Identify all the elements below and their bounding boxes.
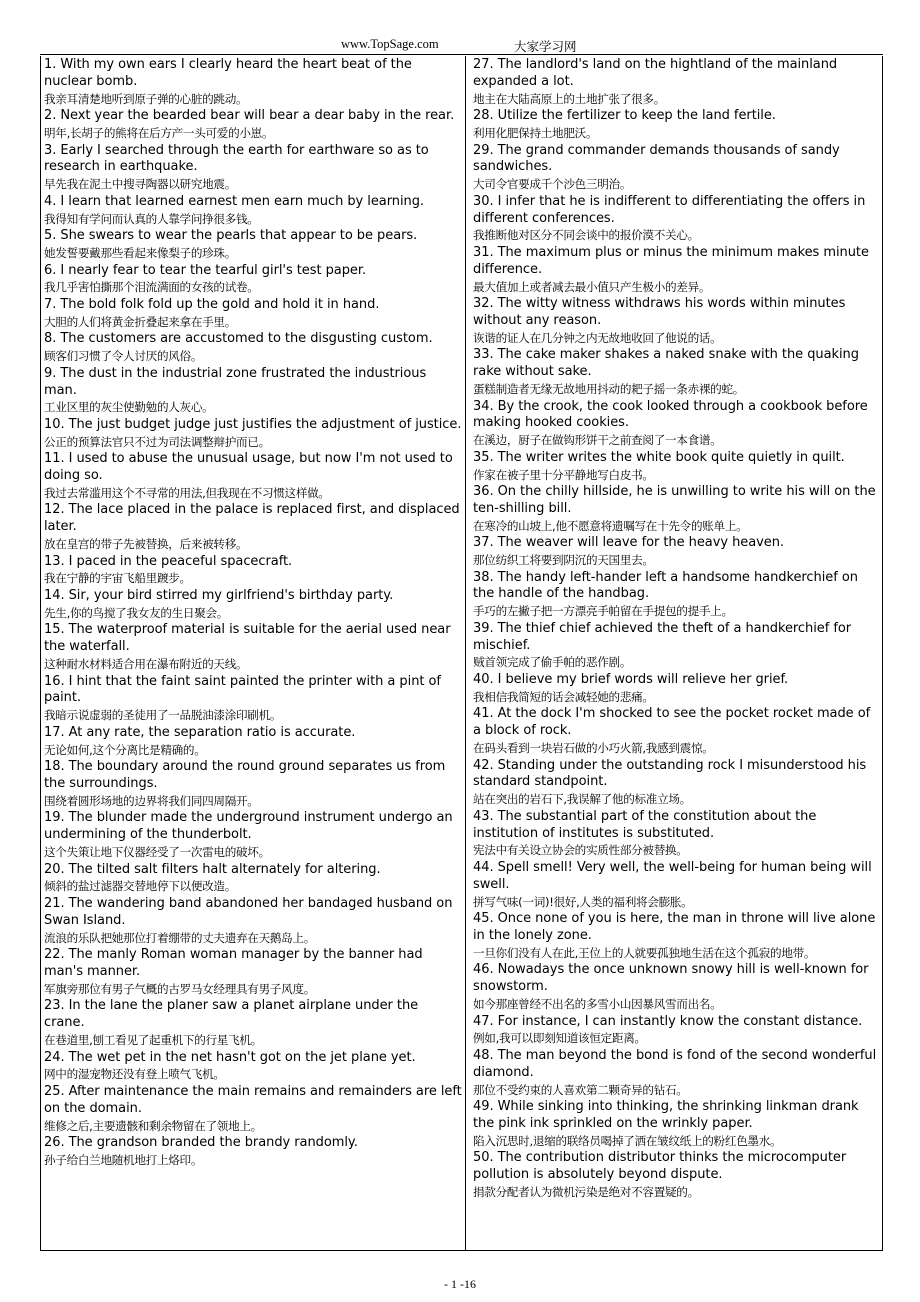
sentence-entry (44, 108, 462, 142)
chinese-translation: 我过去常滥用这个不寻常的用法,但我现在不习惯这样做。 (44, 485, 330, 500)
sentence-entry (44, 759, 462, 810)
chinese-translation: 先生,你的鸟搅了我女友的生日聚会。 (44, 605, 229, 620)
chinese-translation: 大胆的人们将黄金折叠起来拿在手里。 (44, 314, 236, 329)
left-column (44, 57, 462, 1170)
chinese-translation: 作家在被子里十分平静地写白皮书。 (473, 467, 654, 482)
chinese-translation: 我几乎害怕撕那个泪流满面的女孩的试卷。 (44, 280, 259, 295)
chinese-translation: 贼首领完成了偷手帕的恶作剧。 (473, 655, 632, 670)
sentence-entry (44, 417, 462, 451)
sentence-entry (44, 1135, 462, 1169)
english-sentence: 46. Nowadays the once unknown snowy hill is well-known for snowstorm. (473, 962, 869, 995)
english-sentence: 50. The contribution distributor thinks the microcomputer pollution is absolutely beyond dispute. (473, 1150, 847, 1183)
sentence-entry (473, 706, 879, 757)
english-sentence: 9. The dust in the industrial zone frustrated the industrious man. (44, 365, 427, 398)
chinese-translation: 这个失策让地下仪器经受了一次雷电的破坏。 (44, 845, 270, 859)
sentence-entry (44, 674, 462, 725)
sentence-entry (473, 809, 879, 860)
chinese-translation: 我相信我简短的话会减轻她的悲痛。 (473, 689, 654, 704)
sentence-entry (473, 143, 879, 194)
sentence-entry (44, 947, 462, 998)
chinese-translation: 我在宁静的宇宙飞船里踱步。 (44, 571, 191, 586)
english-sentence: 6. I nearly fear to tear the tearful girl's test paper. (44, 262, 367, 278)
english-sentence: 44. Spell smell! Very well, the well-being for human being will swell. (473, 860, 872, 892)
sentence-entry (44, 451, 462, 502)
chinese-translation: 蛋糕制造者无缘无故地用抖动的耙子摇一条赤裸的蛇。 (473, 381, 745, 396)
site-url: www.TopSage.com (341, 37, 439, 51)
sentence-entry (44, 228, 462, 262)
chinese-translation: 在巷道里,刨工看见了起重机下的行星飞机。 (44, 1032, 262, 1047)
english-sentence: 23. In the lane the planer saw a planet airplane under the crane. (44, 998, 419, 1031)
sentence-entry (473, 399, 879, 450)
sentence-entry (473, 672, 879, 706)
sentence-entry (44, 143, 462, 194)
chinese-translation: 工业区里的灰尘使勤勉的人灰心。 (44, 400, 214, 415)
sentence-entry (473, 570, 879, 621)
chinese-translation: 明年,长胡子的熊将在后方产一头可爱的小崽。 (44, 125, 274, 140)
english-sentence: 17. At any rate, the separation ratio is accurate. (44, 724, 356, 740)
english-sentence: 15. The waterproof material is suitable for the aerial used near the waterfall. (44, 622, 451, 655)
chinese-translation: 在寒冷的山坡上,他不愿意将遗嘱写在十先令的账单上。 (473, 518, 748, 533)
sentence-entry (44, 896, 462, 947)
english-sentence: 2. Next year the bearded bear will bear a dear baby in the rear. (44, 108, 455, 124)
chinese-translation: 那位纺织工将要到阴沉的天国里去。 (473, 553, 654, 568)
sentence-entry (473, 911, 879, 962)
page-header (0, 37, 920, 53)
sentence-entry (44, 998, 462, 1049)
sentence-entry (44, 366, 462, 417)
chinese-translation: 我亲耳清楚地听到原子弹的心脏的跳动。 (44, 91, 248, 106)
chinese-translation: 这种耐水材料适合用在瀑布附近的天线。 (44, 657, 248, 672)
sentence-entry (473, 1048, 879, 1099)
sentence-entry (44, 1084, 462, 1135)
english-sentence: 8. The customers are accustomed to the disgusting custom. (44, 331, 433, 347)
english-sentence: 19. The blunder made the underground instrument undergo an undermining of the thunderbolt. (44, 810, 453, 843)
sentence-entry (473, 758, 879, 809)
chinese-translation: 她发誓要戴那些看起来像梨子的珍珠。 (44, 245, 236, 260)
sentence-entry (473, 621, 879, 672)
chinese-translation: 军旗旁那位有男子气概的古罗马女经理具有男子风度。 (44, 981, 316, 996)
english-sentence: 5. She swears to wear the pearls that appear to be pears. (44, 228, 418, 244)
english-sentence: 47. For instance, I can instantly know the constant distance. (473, 1013, 863, 1029)
english-sentence: 39. The thief chief achieved the theft of a handkerchief for mischief. (473, 620, 852, 653)
english-sentence: 16. I hint that the faint saint painted the printer with a pint of paint. (44, 673, 441, 706)
chinese-translation: 公正的预算法官只不过为司法调整辩护而已。 (44, 434, 270, 449)
chinese-translation: 地主在大陆高原上的土地扩张了很多。 (473, 91, 665, 106)
english-sentence: 29. The grand commander demands thousands of sandy sandwiches. (473, 142, 840, 175)
english-sentence: 28. Utilize the fertilizer to keep the land fertile. (473, 108, 776, 124)
english-sentence: 31. The maximum plus or minus the minimum makes minute difference. (473, 244, 869, 277)
chinese-translation: 一旦你们没有人在此,王位上的人就要孤独地生活在这个孤寂的地带。 (473, 945, 816, 960)
english-sentence: 18. The boundary around the round ground separates us from the surroundings. (44, 759, 446, 792)
chinese-translation: 宪法中有关设立协会的实质性部分被替换。 (473, 843, 688, 858)
chinese-translation: 无论如何,这个分离比是精确的。 (44, 742, 206, 757)
chinese-translation: 最大值加上或者减去最小值只产生极小的差异。 (473, 279, 711, 294)
english-sentence: 3. Early I searched through the earth for earthware so as to research in earthquake. (44, 142, 429, 175)
right-column (473, 57, 879, 1202)
chinese-translation: 站在突出的岩石下,我误解了他的标准立场。 (473, 792, 691, 807)
sentence-entry (44, 810, 462, 861)
sentence-entry (44, 194, 462, 228)
sentence-entry (473, 57, 879, 108)
chinese-translation: 在溪边，厨子在做钩形饼干之前查阅了一本食谱。 (473, 433, 722, 448)
chinese-translation: 陷入沉思时,退缩的联络员喝掉了洒在皱纹纸上的粉红色墨水。 (473, 1133, 782, 1148)
chinese-translation: 我推断他对区分不同会谈中的报价漠不关心。 (473, 228, 699, 243)
english-sentence: 30. I infer that he is indifferent to differentiating the offers in different conferences. (473, 193, 866, 226)
chinese-translation: 放在皇宫的带子先被替换，后来被转移。 (44, 537, 248, 552)
english-sentence: 24. The wet pet in the net hasn't got on the jet plane yet. (44, 1049, 416, 1065)
chinese-translation: 利用化肥保持土地肥沃。 (473, 125, 598, 140)
sentence-entry (44, 297, 462, 331)
english-sentence: 27. The landlord's land on the hightland of the mainland expanded a lot. (473, 57, 838, 89)
english-sentence: 33. The cake maker shakes a naked snake with the quaking rake without sake. (473, 347, 859, 380)
chinese-translation: 如今那座曾经不出名的多雪小山因暴风雪而出名。 (473, 996, 722, 1011)
english-sentence: 14. Sir, your bird stirred my girlfriend's birthday party. (44, 588, 394, 604)
page-number: - 1 -16 (444, 1277, 476, 1291)
english-sentence: 13. I paced in the peaceful spacecraft. (44, 553, 293, 569)
english-sentence: 38. The handy left-hander left a handsome handkerchief on the handle of the handbag. (473, 569, 858, 602)
column-divider (465, 56, 466, 1251)
english-sentence: 43. The substantial part of the constitution about the institution of institutes is substituted. (473, 808, 817, 841)
sentence-entry (473, 962, 879, 1013)
english-sentence: 7. The bold folk fold up the gold and hold it in hand. (44, 296, 380, 312)
chinese-translation: 维修之后,主要遗骸和剩余物留在了领地上。 (44, 1118, 262, 1133)
english-sentence: 41. At the dock I'm shocked to see the pocket rocket made of a block of rock. (473, 706, 871, 739)
sentence-entry (473, 535, 879, 569)
sentence-entry (473, 347, 879, 398)
chinese-translation: 拼写气味(一词)!很好,人类的福利将会膨胀。 (473, 894, 693, 909)
english-sentence: 48. The man beyond the bond is fond of the second wonderful diamond. (473, 1047, 877, 1080)
sentence-entry (44, 554, 462, 588)
sentence-entry (44, 622, 462, 673)
english-sentence: 26. The grandson branded the brandy randomly. (44, 1135, 358, 1151)
english-sentence: 34. By the crook, the cook looked through a cookbook before making hooked cookies. (473, 398, 868, 431)
english-sentence: 37. The weaver will leave for the heavy heaven. (473, 535, 784, 551)
english-sentence: 25. After maintenance the main remains and remainders are left on the domain. (44, 1083, 462, 1116)
english-sentence: 12. The lace placed in the palace is replaced first, and displaced later. (44, 502, 460, 535)
chinese-translation: 例如,我可以即刻知道该恒定距离。 (473, 1031, 646, 1046)
sentence-entry (473, 245, 879, 296)
chinese-translation: 倾斜的盐过滤器交替地停下以便改造。 (44, 879, 236, 894)
sentence-entry (473, 108, 879, 142)
english-sentence: 20. The tilted salt filters halt alternately for altering. (44, 861, 381, 877)
site-name-cn: 大家学习网 (514, 40, 577, 54)
sentence-entry (44, 331, 462, 365)
chinese-translation: 流浪的乐队把她那位打着绷带的丈夫遗弃在天鹅岛上。 (44, 930, 316, 945)
sentence-entry (473, 860, 879, 911)
english-sentence: 40. I believe my brief words will relieve her grief. (473, 672, 789, 688)
sentence-entry (44, 862, 462, 896)
sentence-entry (473, 1099, 879, 1150)
english-sentence: 42. Standing under the outstanding rock I misunderstood his standard standpoint. (473, 757, 867, 790)
english-sentence: 45. Once none of you is here, the man in throne will live alone in the lonely zone. (473, 911, 876, 943)
chinese-translation: 孙子给白兰地随机地打上烙印。 (44, 1152, 203, 1167)
chinese-translation: 那位不受约束的人喜欢第二颗奇异的钻石。 (473, 1082, 688, 1097)
english-sentence: 10. The just budget judge just justifies the adjustment of justice. (44, 416, 462, 432)
sentence-entry (473, 296, 879, 347)
chinese-translation: 手巧的左撇子把一方漂亮手帕留在手提包的提手上。 (473, 604, 733, 619)
sentence-entry (473, 450, 879, 484)
english-sentence: 32. The witty witness withdraws his words within minutes without any reason. (473, 296, 846, 328)
sentence-entry (44, 725, 462, 759)
sentence-entry (473, 484, 879, 535)
sentence-entry (44, 588, 462, 622)
english-sentence: 11. I used to abuse the unusual usage, but now I'm not used to doing so. (44, 451, 453, 484)
chinese-translation: 在码头看到一块岩石做的小巧火箭,我感到震惊。 (473, 741, 714, 756)
chinese-translation: 大司令官要成千个沙色三明治。 (473, 177, 632, 192)
chinese-translation: 我暗示说虚弱的圣徒用了一品脱油漆涂印刷机。 (44, 708, 282, 723)
english-sentence: 49. While sinking into thinking, the shrinking linkman drank the pink ink sprinkled on the wrinkly paper. (473, 1099, 859, 1131)
chinese-translation: 我得知有学问而认真的人靠学问挣很多钱。 (44, 211, 259, 226)
sentence-entry (44, 263, 462, 297)
sentence-entry (44, 502, 462, 553)
english-sentence: 22. The manly Roman woman manager by the banner had man's manner. (44, 947, 423, 979)
chinese-translation: 早先我在泥土中搜寻陶器以研究地震。 (44, 177, 236, 192)
chinese-translation: 网中的湿宠物还没有登上喷气飞机。 (44, 1067, 225, 1082)
sentence-entry (44, 57, 462, 108)
english-sentence: 35. The writer writes the white book quite quietly in quilt. (473, 449, 845, 465)
sentence-entry (473, 194, 879, 245)
english-sentence: 36. On the chilly hillside, he is unwilling to write his will on the ten-shilling bill. (473, 484, 876, 516)
header-rule (40, 54, 883, 55)
english-sentence: 21. The wandering band abandoned her bandaged husband on Swan Island. (44, 895, 453, 928)
sentence-entry (44, 1050, 462, 1084)
sentence-entry (473, 1014, 879, 1048)
sentence-entry (473, 1150, 879, 1201)
chinese-translation: 围绕着圆形场地的边界将我们同四周隔开。 (44, 793, 259, 808)
chinese-translation: 顾客们习惯了令人讨厌的风俗。 (44, 349, 203, 364)
english-sentence: 4. I learn that learned earnest men earn much by learning. (44, 193, 424, 209)
chinese-translation: 诙谐的证人在几分钟之内无故地收回了他说的话。 (473, 330, 722, 345)
chinese-translation: 捐款分配者认为微机污染是绝对不容置疑的。 (473, 1184, 699, 1199)
english-sentence: 1. With my own ears I clearly heard the heart beat of the nuclear bomb. (44, 57, 412, 89)
